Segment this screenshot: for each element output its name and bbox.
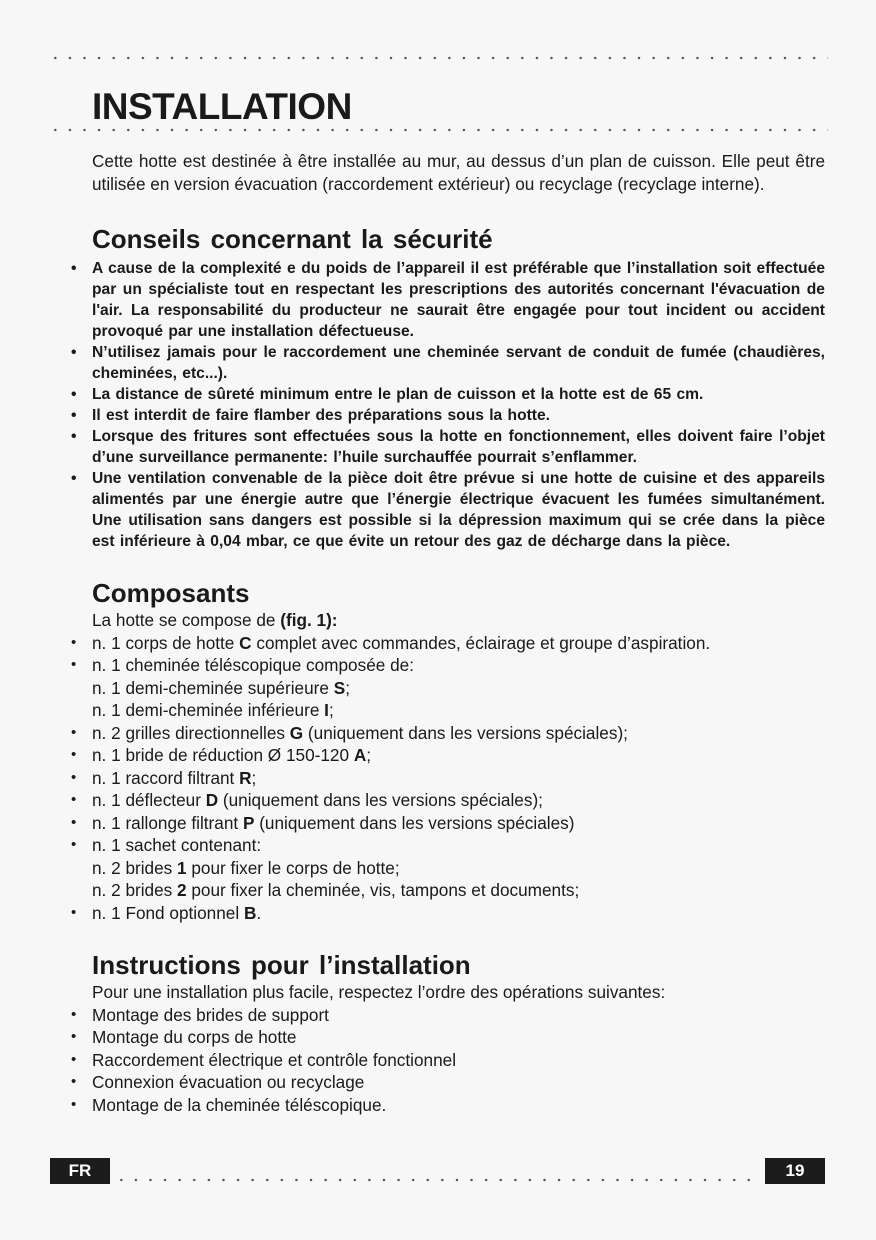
instructions-heading: Instructions pour l’installation [92, 950, 471, 980]
instruction-step: • Montage de la cheminée téléscopique. [92, 1094, 825, 1117]
component-subitem: n. 2 brides 1 pour fixer le corps de hotte; [92, 857, 400, 878]
instruction-step: • Connexion évacuation ou recyclage [92, 1071, 825, 1094]
component-item: • n. 1 raccord filtrant R; [92, 767, 825, 790]
safety-item: • Lorsque des fritures sont effectuées sous la hotte en fonctionnement, elles doivent faire l’objet d’une surveillance permanente: l’huile surchauffée pourrait s’enflammer. [92, 426, 825, 468]
components-lead-text: La hotte se compose de [92, 610, 276, 630]
component-item: • n. 1 sachet contenant: [92, 834, 825, 857]
components-list [92, 632, 825, 925]
safety-item: • La distance de sûreté minimum entre le plan de cuisson et la hotte est de 65 cm. [92, 384, 825, 405]
component-item: • n. 1 déflecteur D (uniquement dans les versions spéciales); [92, 789, 825, 812]
safety-item: • A cause de la complexité e du poids de l’appareil il est préférable que l’installation soit effectuée par un spécialiste tout en respectant les prescriptions des autorités concernant l'évacuation de l'air. La responsabilité du producteur ne saurait être engagée pour tout incident ou accident provoqué par une installation défectueuse. [92, 258, 825, 342]
components-lead [92, 609, 825, 632]
safety-item: • N’utilisez jamais pour le raccordement une cheminée servant de conduit de fumée (chaudières, cheminées, etc...). [92, 342, 825, 384]
safety-list [92, 258, 825, 552]
figure-reference: (fig. 1): [280, 610, 338, 630]
instruction-step: • Raccordement électrique et contrôle fonctionnel [92, 1049, 825, 1072]
safety-item: • Il est interdit de faire flamber des préparations sous la hotte. [92, 405, 825, 426]
component-subitem: n. 1 demi-cheminée supérieure S; [92, 677, 350, 698]
component-item: • n. 1 Fond optionnel B. [92, 902, 825, 925]
component-subitem: n. 1 demi-cheminée inférieure I; [92, 700, 334, 720]
safety-heading: Conseils concernant la sécurité [92, 224, 493, 254]
language-badge: FR [50, 1158, 110, 1184]
component-item: • n. 2 grilles directionnelles G (uniquement dans les versions spéciales); [92, 722, 825, 745]
dotted-rule-top [48, 56, 828, 60]
intro-paragraph: Cette hotte est destinée à être installée au mur, au dessus d’un plan de cuisson. Elle peut être utilisée en version évacuation (raccordement extérieur) ou recyclage (recyclage interne). [92, 151, 825, 194]
component-item: • n. 1 rallonge filtrant P (uniquement dans les versions spéciales) [92, 812, 825, 835]
components-heading: Composants [92, 578, 250, 608]
component-subitem: n. 2 brides 2 pour fixer la cheminée, vis, tampons et documents; [92, 880, 580, 900]
dotted-rule-title [48, 128, 828, 132]
instructions-list [92, 1004, 825, 1117]
instructions-lead: Pour une installation plus facile, respectez l’ordre des opérations suivantes: [92, 982, 666, 1002]
dotted-rule-footer [114, 1178, 760, 1182]
component-item: • n. 1 corps de hotte C complet avec commandes, éclairage et groupe d’aspiration. [92, 632, 825, 655]
page-number: 19 [765, 1158, 825, 1184]
safety-item: • Une ventilation convenable de la pièce doit être prévue si une hotte de cuisine et des appareils alimentés par une énergie autre que l’énergie électrique évacuent les fumées simultanément. Une utilisation sans dangers est possible si la dépression maximum qui se crée dans la pièce est inférieure à 0,04 mbar, ce que évite un retour des gaz de décharge dans la pièce. [92, 468, 825, 552]
page-content [92, 150, 825, 1116]
component-item: • n. 1 bride de réduction Ø 150-120 A; [92, 744, 825, 767]
instruction-step: • Montage du corps de hotte [92, 1026, 825, 1049]
component-item: • n. 1 cheminée téléscopique composée de: [92, 654, 825, 677]
instruction-step: • Montage des brides de support [92, 1004, 825, 1027]
page-title: INSTALLATION [92, 86, 352, 127]
